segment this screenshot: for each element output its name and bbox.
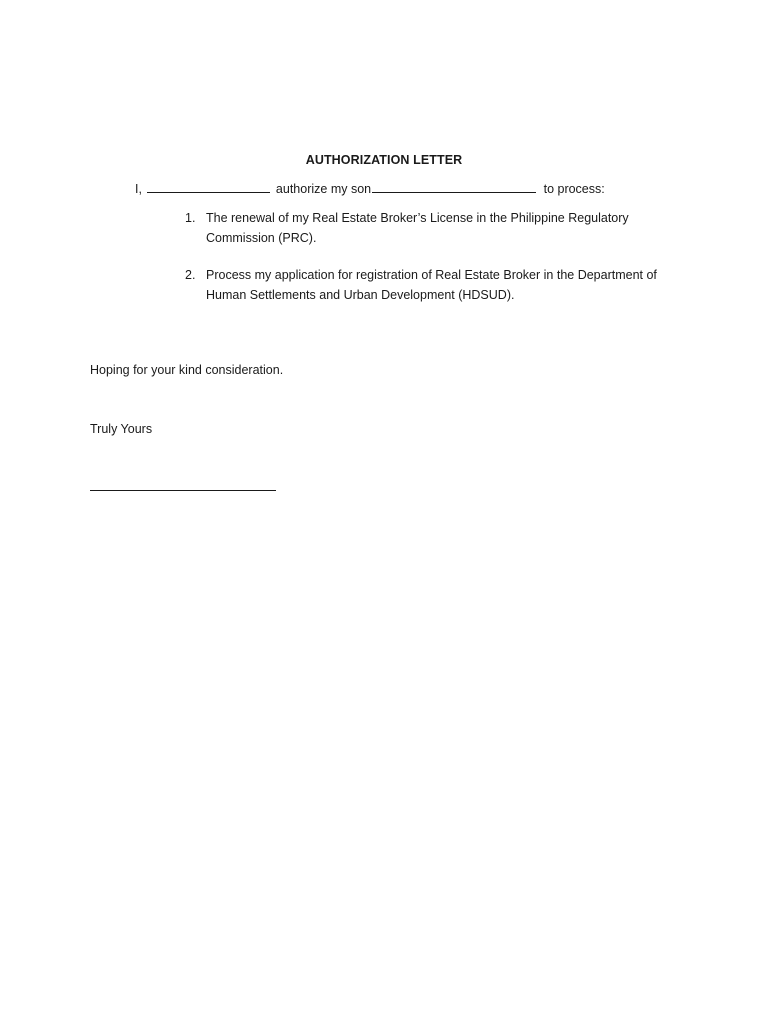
signoff-line: Truly Yours — [90, 422, 153, 436]
list-item — [185, 208, 675, 248]
intro-middle: authorize my son — [275, 182, 372, 196]
intro-suffix: to process: — [543, 182, 605, 196]
signature-line — [90, 490, 276, 491]
list-item-number: 1. — [185, 211, 196, 225]
list-item-number: 2. — [185, 268, 196, 282]
list-item-text: Process my application for registration of Real Estate Broker in the Department of Human Settlements and Urban Development (HDSUD). — [206, 268, 657, 302]
intro-prefix: I, — [135, 182, 142, 196]
authorization-list-item-2 — [185, 265, 675, 305]
son-name-blank — [372, 179, 536, 193]
list-item — [185, 265, 675, 305]
authorizer-name-blank — [147, 179, 270, 193]
authorization-list-item-1 — [185, 208, 675, 248]
intro-paragraph — [135, 179, 605, 199]
letter-title: AUTHORIZATION LETTER — [305, 153, 463, 167]
list-item-text: The renewal of my Real Estate Broker’s License in the Philippine Regulatory Commission (PRC). — [206, 211, 629, 245]
closing-line: Hoping for your kind consideration. — [90, 363, 284, 377]
